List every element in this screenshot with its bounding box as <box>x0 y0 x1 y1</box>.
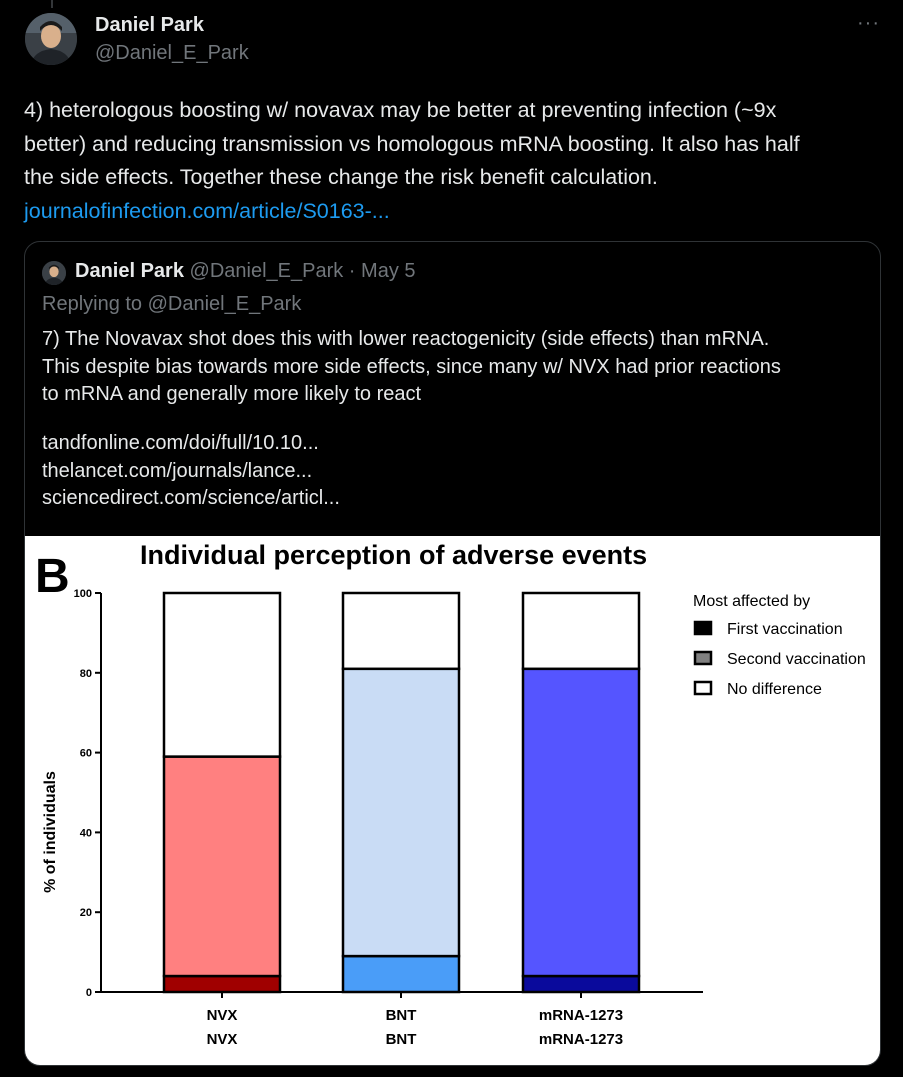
y-tick-label: 80 <box>79 667 92 680</box>
author-handle[interactable]: @Daniel_E_Park <box>95 42 249 64</box>
y-axis-label: % of individuals <box>42 771 59 893</box>
plot-area <box>74 588 866 1048</box>
legend-label: No difference <box>727 681 822 698</box>
quoted-text-line: This despite bias towards more side effects, since many w/ NVX had prior reactions <box>42 355 781 378</box>
bar-segment <box>523 976 639 992</box>
bar-segment <box>164 976 280 992</box>
quoted-tweet-card[interactable] <box>24 241 881 1066</box>
quoted-tweet-date: May 5 <box>361 260 416 282</box>
quoted-author-handle: @Daniel_E_Park <box>189 260 344 282</box>
author-name[interactable]: Daniel Park <box>95 14 204 36</box>
y-tick-label: 0 <box>85 987 92 999</box>
quoted-tweet-text <box>42 326 872 409</box>
quoted-text-line: to mRNA and generally more likely to react <box>42 383 422 405</box>
more-options-icon[interactable]: ··· <box>857 12 880 34</box>
stacked-bar-chart <box>25 536 880 1065</box>
panel-label: B <box>35 550 70 603</box>
quoted-tweet-header <box>75 260 416 283</box>
bar-segment <box>343 669 459 956</box>
replying-to-label: Replying to @Daniel_E_Park <box>42 293 302 315</box>
chart-image[interactable] <box>25 536 880 1065</box>
bar-segment <box>164 757 280 976</box>
quoted-author-name: Daniel Park <box>75 260 184 282</box>
quoted-author-avatar <box>42 261 66 285</box>
header-separator: · <box>348 260 356 282</box>
x-tick-label: BNT <box>385 1007 417 1024</box>
y-tick-label: 40 <box>79 827 92 840</box>
x-tick-label: BNT <box>385 1031 417 1048</box>
x-tick-label: NVX <box>206 1007 238 1024</box>
y-tick-label: 20 <box>79 907 92 920</box>
author-avatar[interactable] <box>25 13 77 65</box>
tweet-text <box>24 94 884 228</box>
bar-segment <box>523 593 639 669</box>
person-avatar-icon <box>42 261 66 285</box>
legend-label: First vaccination <box>727 621 843 638</box>
legend-title: Most affected by <box>693 593 811 610</box>
tweet-text-line: better) and reducing transmission vs homologous mRNA boosting. It also has half <box>24 131 800 156</box>
bar-segment <box>164 593 280 757</box>
thread-connector-line <box>51 0 53 8</box>
x-tick-label: mRNA-1273 <box>538 1007 624 1024</box>
bar-segment <box>343 593 459 669</box>
legend-swatch <box>695 682 711 694</box>
y-tick-label: 100 <box>73 588 92 600</box>
y-tick-label: 60 <box>79 747 92 760</box>
quoted-link[interactable]: sciencedirect.com/science/articl... <box>42 487 340 509</box>
quoted-links <box>42 430 340 513</box>
quoted-text-line: 7) The Novavax shot does this with lower reactogenicity (side effects) than mRNA. <box>42 328 770 350</box>
tweet-text-line: the side effects. Together these change the risk benefit calculation. <box>24 165 658 189</box>
bar-segment <box>343 956 459 992</box>
legend-label: Second vaccination <box>727 651 866 668</box>
bar-segment <box>523 669 639 976</box>
tweet-link[interactable]: journalofinfection.com/article/S0163-... <box>24 198 390 223</box>
tweet-text-line: 4) heterologous boosting w/ novavax may be better at preventing infection (~9x <box>24 98 777 122</box>
legend-swatch <box>695 652 711 664</box>
person-avatar-icon <box>25 13 77 65</box>
chart-title: Individual perception of adverse events <box>140 540 648 570</box>
legend-swatch <box>695 622 711 634</box>
x-tick-label: mRNA-1273 <box>538 1031 624 1048</box>
quoted-link[interactable]: thelancet.com/journals/lance... <box>42 459 313 482</box>
x-tick-label: NVX <box>206 1031 238 1048</box>
quoted-link[interactable]: tandfonline.com/doi/full/10.10... <box>42 432 319 454</box>
